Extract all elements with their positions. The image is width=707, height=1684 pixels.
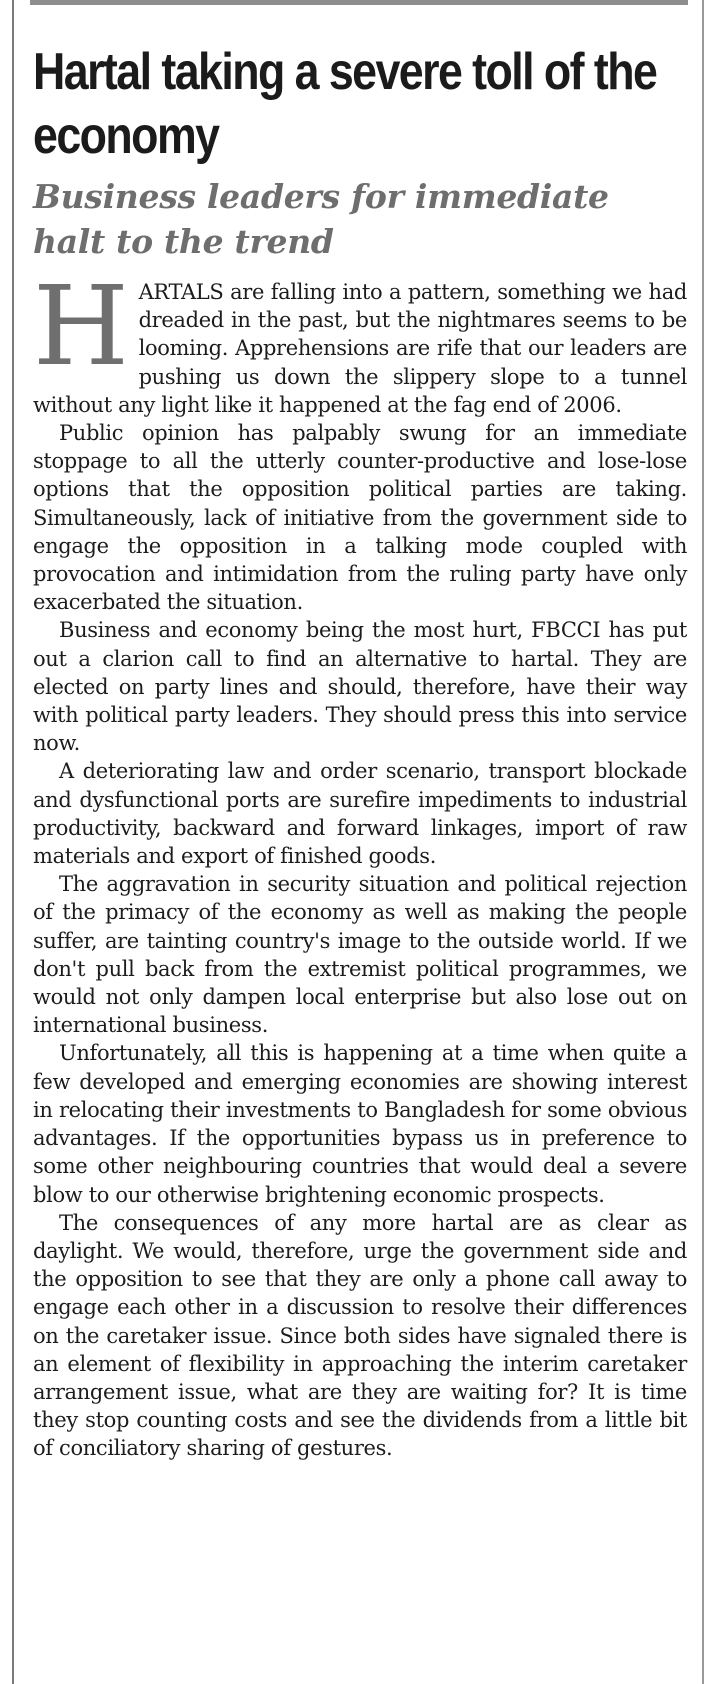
paragraph-6: Unfortunately, all this is happening at a time when quite a few developed and emerging economies are showing interest in relocating their investments to Bangladesh for some obvious advantages. If the opportunities bypass us in preference to some other neighbouring countries that would deal a severe blow to our otherwise brightening economic prospects.	[33, 1041, 687, 1207]
paragraph-1	[33, 262, 687, 419]
editorial-article	[33, 40, 687, 1463]
paragraph-7: The consequences of any more hartal are as clear as daylight. We would, therefore, urge the government side and the opposition to see that they are only a phone call away to engage each other in a discussion to resolve their differences on the caretaker issue. Since both sides have signaled there is an element of flexibility in approaching the interim caretaker arrangement issue, what are they are waiting for? It is time they stop counting costs and see the dividends from a little bit of conciliatory sharing of gestures.	[33, 1210, 687, 1461]
subheadline: Business leaders for immediate halt to the trend	[33, 177, 609, 261]
paragraph-3: Business and economy being the most hurt, FBCCI has put out a clarion call to find an alternative to hartal. They are elected on party lines and should, therefore, have their way with political party leaders. They should press this into service now.	[33, 618, 687, 756]
article-body	[33, 262, 687, 1463]
top-border-rule	[30, 0, 688, 5]
left-column-rule	[12, 0, 14, 1684]
drop-cap: H	[33, 262, 129, 390]
headline: Hartal taking a severe toll of the economy	[33, 43, 657, 165]
right-column-rule	[702, 0, 704, 1684]
paragraph-2: Public opinion has palpably swung for an immediate stoppage to all the utterly counter-productive and lose-lose options that the opposition political parties are taking. Simultaneously, lack of initiative from the government side to engage the opposition in a talking mode coupled with provocation and intimidation from the ruling party have only exacerbated the situation.	[33, 421, 687, 615]
paragraph-5: The aggravation in security situation and political rejection of the primacy of the economy as well as making the people suffer, are tainting country's image to the outside world. If we don't pull back from the extremist political programmes, we would not only dampen local enterprise but also lose out on international business.	[33, 872, 687, 1038]
paragraph-text: ARTALS are falling into a pattern, something we had dreaded in the past, but the nightmares seems to be looming. Apprehensions are rife that our leaders are pushing us down the slippery slope to a tunnel without any light like it happened at the fag end of 2006.	[33, 280, 687, 417]
paragraph-4: A deteriorating law and order scenario, transport blockade and dysfunctional ports are surefire impediments to industrial productivity, backward and forward linkages, import of raw materials and export of finished goods.	[33, 759, 687, 869]
